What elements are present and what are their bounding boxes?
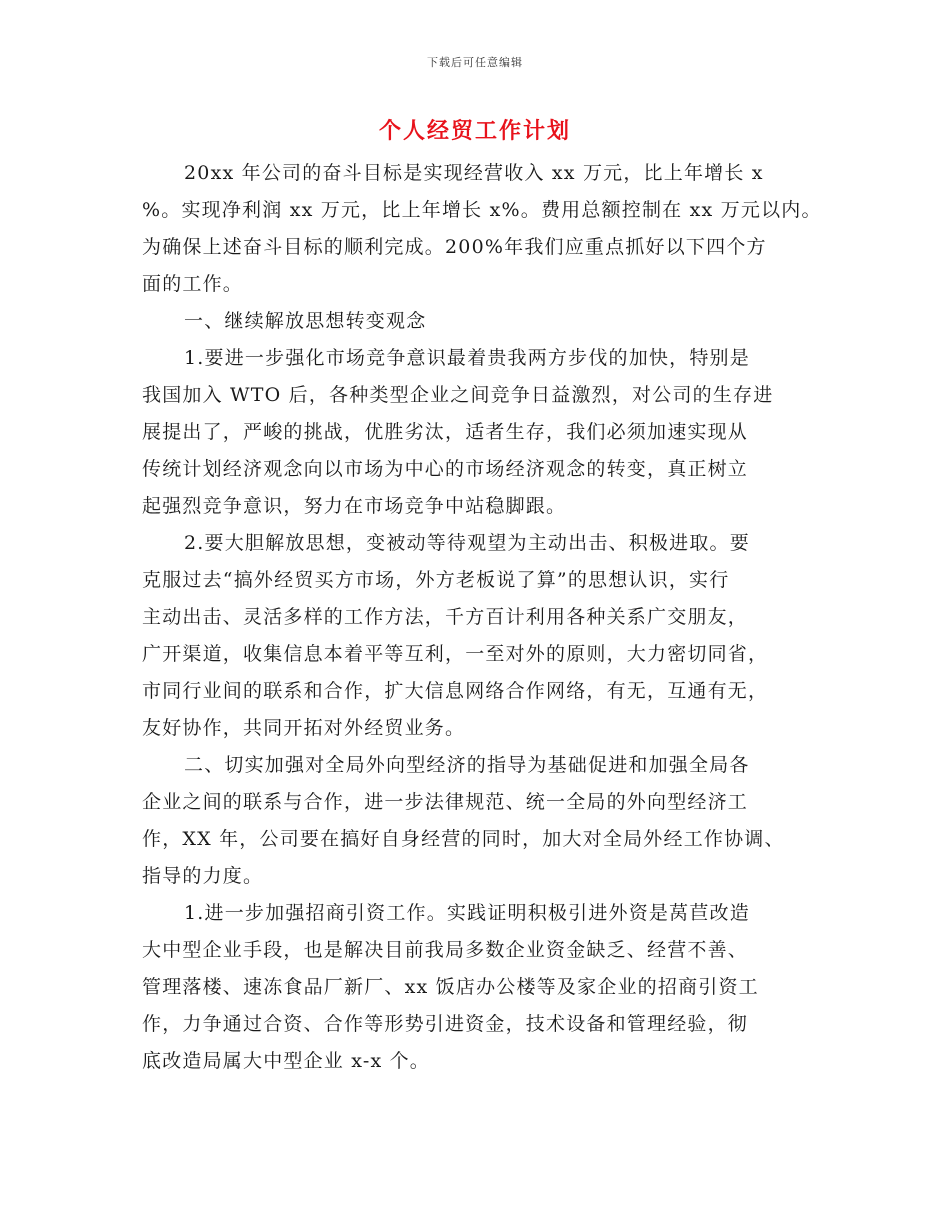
text-line: 二、切实加强对全局外向型经济的指导为基础促进和加强全局各: [184, 754, 750, 776]
text-line: 1.要进一步强化市场竞争意识最着贵我两方步伐的加快，特别是: [184, 347, 750, 369]
text-line: 展提出了，严峻的挑战，优胜劣汰，适者生存，我们必须加速实现从: [142, 421, 749, 443]
document-body: [142, 158, 822, 1083]
text-line: 1.进一步加强招商引资工作。实践证明积极引进外资是莴苣改造: [184, 902, 750, 924]
text-line: 友好协作，共同开拓对外经贸业务。: [142, 717, 466, 739]
text-line: 作，力争通过合资、合作等形势引进资金，技术设备和管理经验，彻: [142, 1013, 749, 1035]
text-line: 起强烈竞争意识，努力在市场竞争中站稳脚跟。: [142, 495, 567, 517]
text-line: 传统计划经济观念向以市场为中心的市场经济观念的转变，真正树立: [142, 458, 749, 480]
text-line: 底改造局属大中型企业 x-x 个。: [142, 1050, 430, 1072]
text-line: 作，XX 年，公司要在搞好自身经营的同时，加大对全局外经工作协调、: [142, 828, 785, 850]
text-line: 克服过去“搞外经贸买方市场，外方老板说了算”的思想认识，实行: [142, 569, 730, 591]
text-line: 2.要大胆解放思想，变被动等待观望为主动出击、积极进取。要: [184, 532, 750, 554]
text-line: 面的工作。: [142, 273, 244, 295]
text-line: 20xx 年公司的奋斗目标是实现经营收入 xx 万元，比上年增长 x: [184, 162, 764, 184]
text-line: 我国加入 WTO 后，各种类型企业之间竞争日益激烈，对公司的生存进: [142, 384, 774, 406]
text-line: 市同行业间的联系和合作，扩大信息网络合作网络，有无，互通有无，: [142, 680, 769, 702]
document-title: 个人经贸工作计划: [378, 118, 571, 144]
text-line: 主动出击、灵活多样的工作方法，千方百计利用各种关系广交朋友，: [142, 606, 749, 628]
header-note: 下载后可任意编辑: [427, 56, 523, 69]
text-line: 企业之间的联系与合作，进一步法律规范、统一全局的外向型经济工: [142, 791, 749, 813]
text-line: %。实现净利润 xx 万元，比上年增长 x%。费用总额控制在 xx 万元以内。: [142, 199, 822, 221]
text-line: 广开渠道，收集信息本着平等互利，一至对外的原则，大力密切同省，: [142, 643, 769, 665]
text-line: 指导的力度。: [142, 865, 264, 887]
text-line: 管理落楼、速冻食品厂新厂、xx 饭店办公楼等及家企业的招商引资工: [142, 976, 759, 998]
text-line: 为确保上述奋斗目标的顺利完成。200%年我们应重点抓好以下四个方: [142, 236, 767, 258]
text-line: 大中型企业手段，也是解决目前我局多数企业资金缺乏、经营不善、: [142, 939, 749, 961]
text-line: 一、继续解放思想转变观念: [184, 310, 427, 332]
